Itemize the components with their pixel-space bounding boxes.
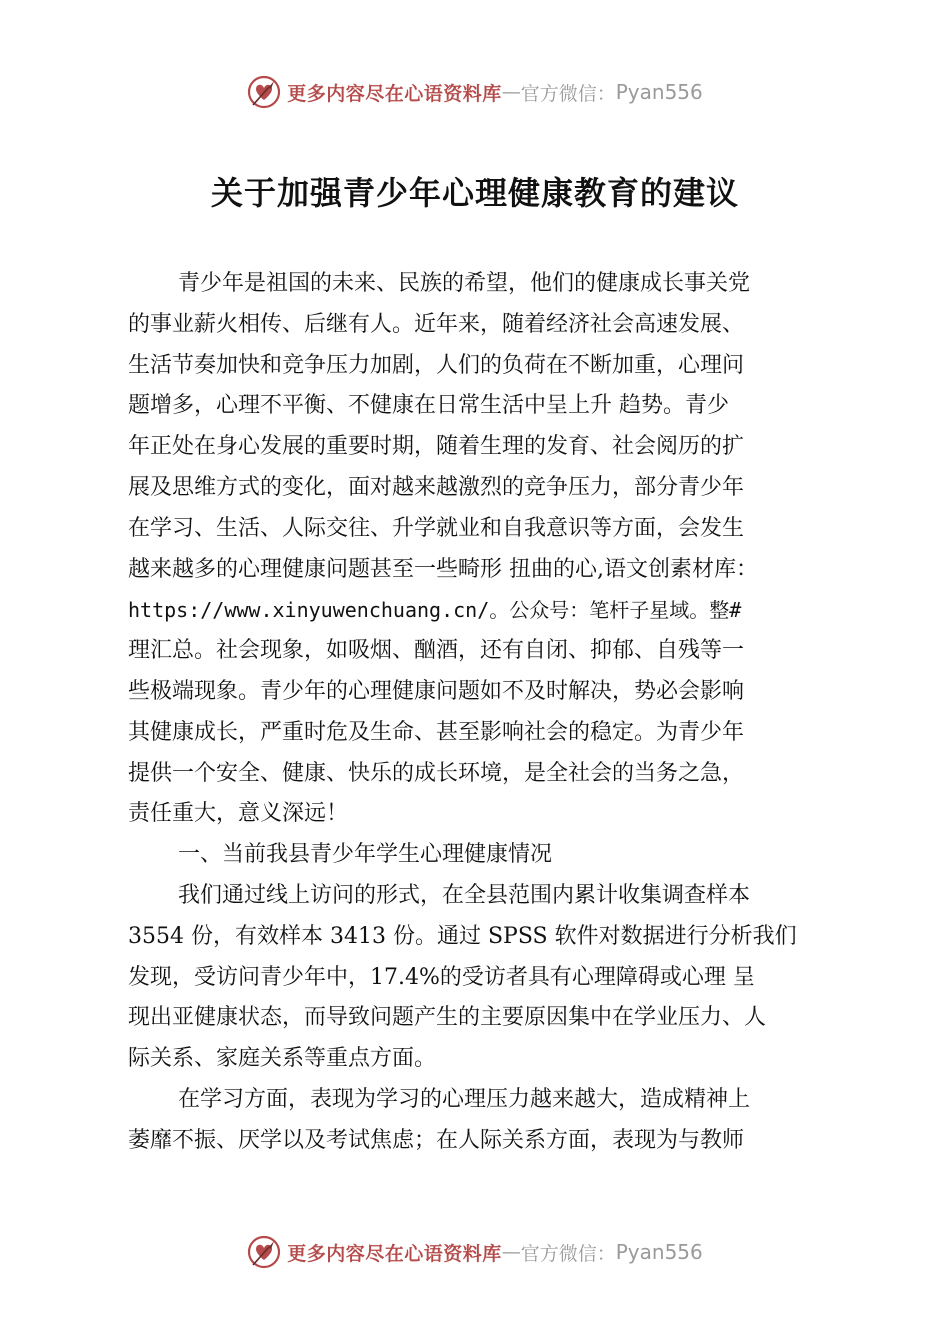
- body-line: 展及思维方式的变化，面对越来越激烈的竞争压力，部分青少年: [128, 474, 745, 500]
- body-line: 在学习方面，表现为学习的心理压力越来越大，造成精神上: [178, 1086, 751, 1112]
- body-line: 3554 份，有效样本 3413 份。通过 SPSS 软件对数据进行分析我们: [128, 923, 797, 949]
- body-line: 题增多，心理不平衡、不健康在日常生活中呈上升 趋势。青少: [128, 393, 729, 419]
- body-line: 责任重大，意义深远！: [128, 801, 349, 827]
- body-line: 际关系、家庭关系等重点方面。: [128, 1046, 437, 1072]
- body-line: 我们通过线上访问的形式，在全县范围内累计收集调查样本: [178, 882, 751, 908]
- body-line: 其健康成长，严重时危及生命、甚至影响社会的稳定。为青少年: [128, 719, 745, 745]
- heart-quill-logo-icon: [247, 75, 281, 109]
- body-line: 些极端现象。青少年的心理健康问题如不及时解决，势必会影响: [128, 678, 745, 704]
- body-line: 发现，受访问青少年中，17.4%的受访者具有心理障碍或心理 呈: [128, 964, 755, 990]
- document-title: 关于加强青少年心理健康教育的建议: [210, 174, 739, 212]
- header-banner: [0, 70, 950, 114]
- document-body: [128, 264, 844, 1162]
- banner-wechat-id: Pyan556: [615, 1240, 703, 1264]
- footer-banner: [0, 1230, 950, 1274]
- banner-main-text: 更多内容尽在心语资料库: [287, 82, 502, 105]
- banner-separator: —: [501, 81, 521, 103]
- banner-wechat-id: Pyan556: [615, 80, 703, 104]
- body-line: 提供一个安全、健康、快乐的成长环境，是全社会的当务之急，: [128, 760, 745, 786]
- body-line: 现出亚健康状态，而导致问题产生的主要原因集中在学业压力、人: [128, 1005, 767, 1031]
- body-line: 青少年是祖国的未来、民族的希望，他们的健康成长事关党: [178, 271, 751, 296]
- banner-separator: —: [501, 1241, 521, 1263]
- body-line: 越来越多的心理健康问题甚至一些畸形 扭曲的心,语文创素材库：: [128, 556, 758, 582]
- body-line: 年正处在身心发展的重要时期，随着生理的发育、社会阅历的扩: [128, 434, 745, 460]
- banner-main-text: 更多内容尽在心语资料库: [287, 1242, 502, 1265]
- heart-quill-logo-icon: [247, 1235, 281, 1269]
- banner-wechat-label: 官方微信：: [520, 82, 616, 105]
- section-heading: 一、当前我县青少年学生心理健康情况: [178, 842, 553, 868]
- body-line: 的事业薪火相传、后继有人。近年来，随着经济社会高速发展、: [128, 311, 745, 337]
- banner-wechat-label: 官方微信：: [520, 1242, 616, 1265]
- body-line: 萎靡不振、厌学以及考试焦虑；在人际关系方面，表现为与教师: [128, 1127, 745, 1153]
- body-line-url: https://www.xinyuwenchuang.cn/。公众号：笔杆子星域。整#: [128, 598, 742, 623]
- body-line: 在学习、生活、人际交往、升学就业和自我意识等方面，会发生: [128, 515, 745, 541]
- body-line: 生活节奏加快和竞争压力加剧，人们的负荷在不断加重，心理问: [128, 352, 745, 378]
- body-line: 理汇总。社会现象，如吸烟、酗酒，还有自闭、抑郁、自残等一: [128, 638, 745, 664]
